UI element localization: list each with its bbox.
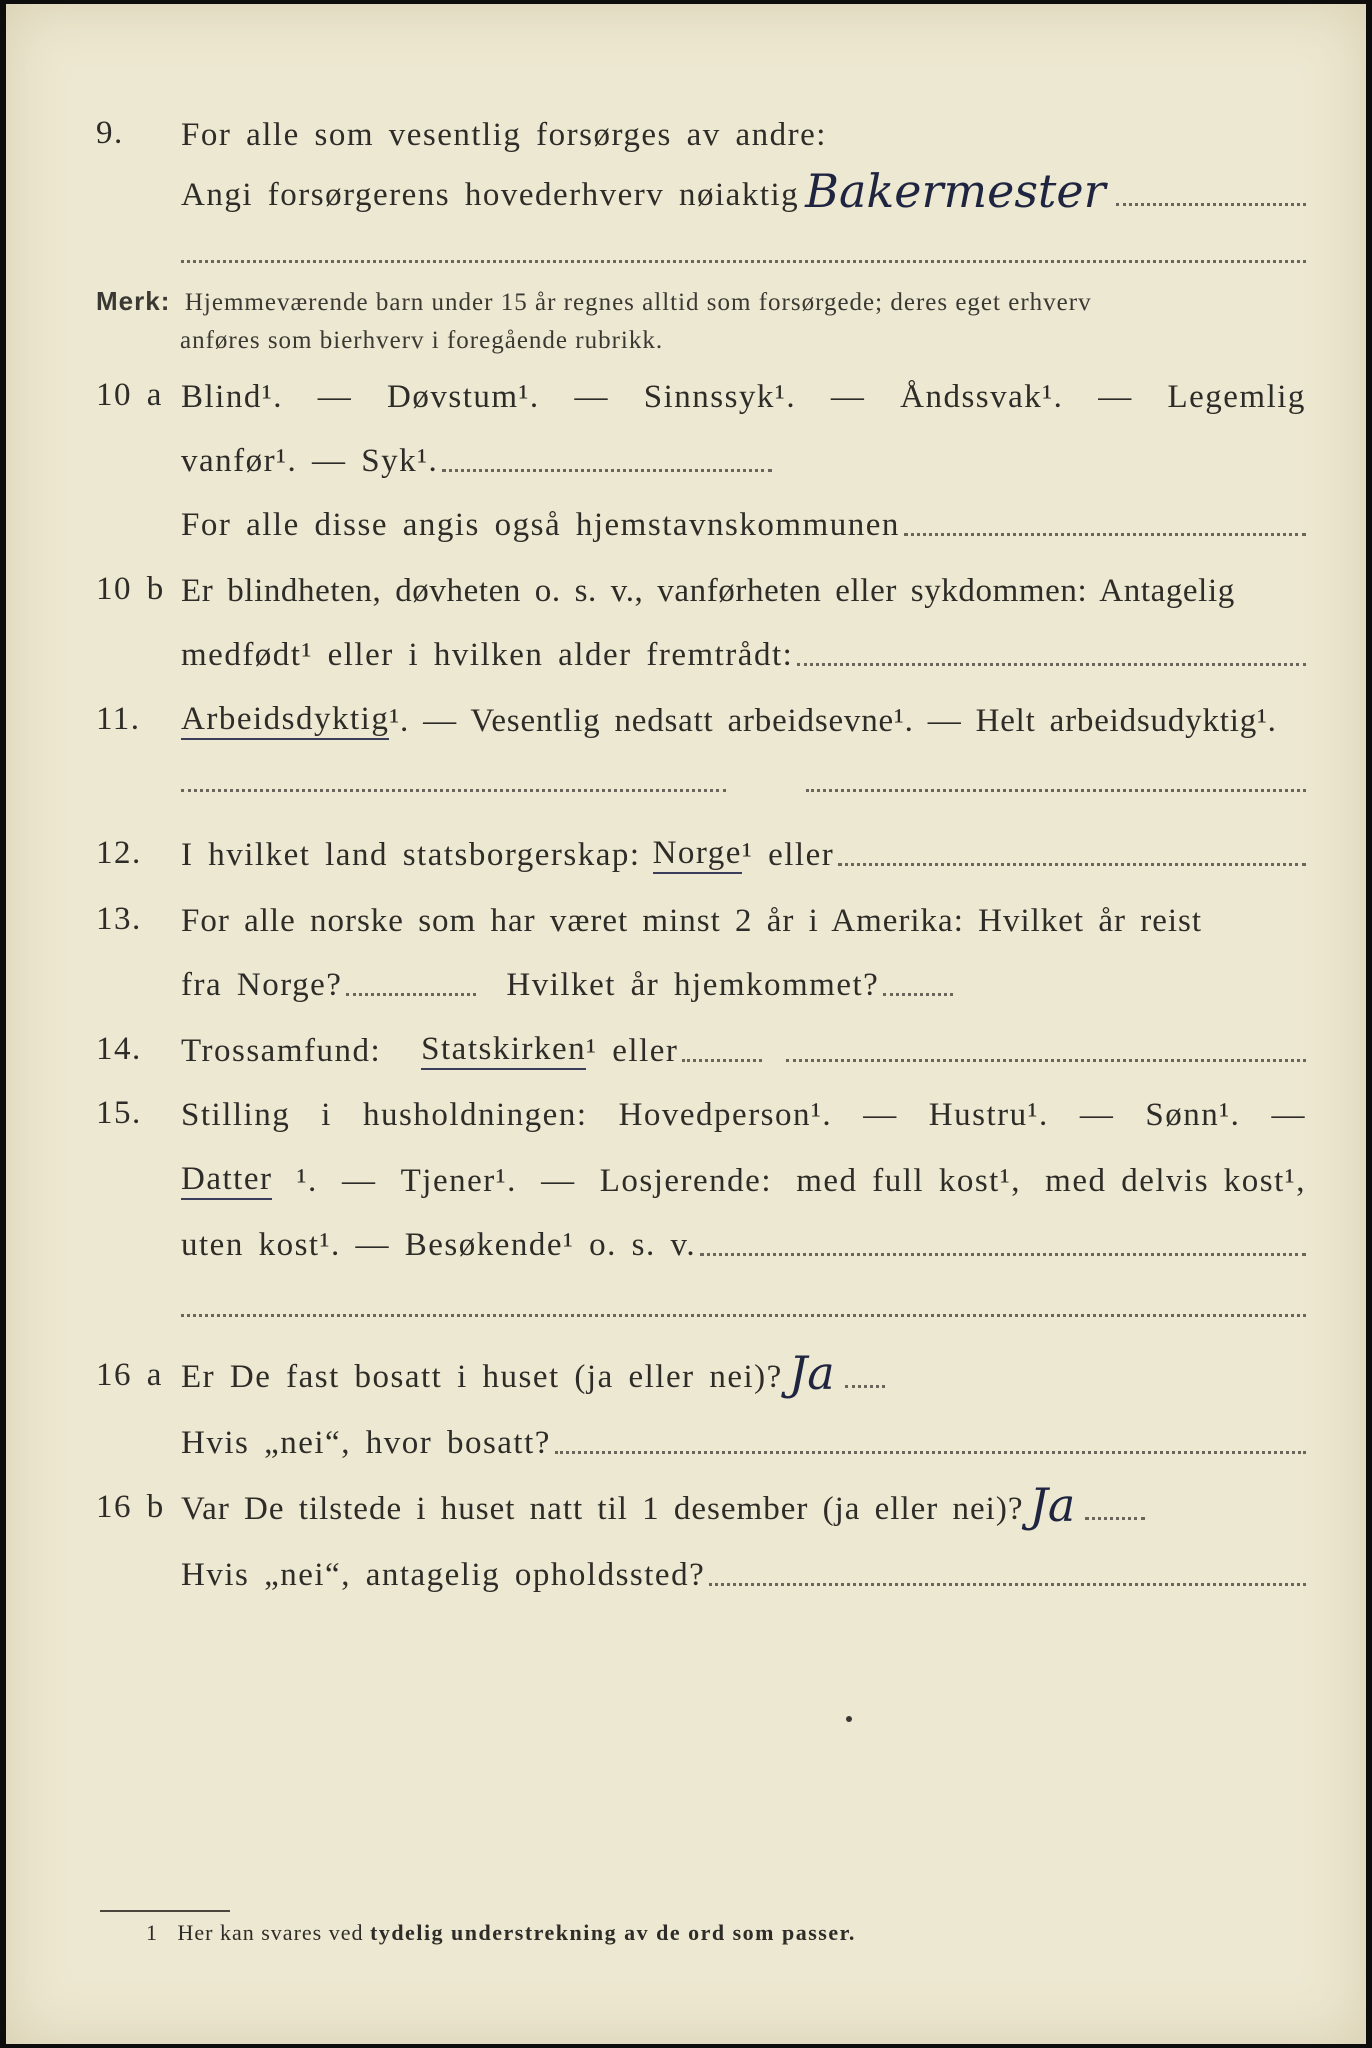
q12-answer-norge-underlined: Norge xyxy=(653,835,742,874)
q14-line xyxy=(96,1020,1306,1070)
q16a-question: Er De fast bosatt i huset (ja eller nei)? xyxy=(181,1359,783,1395)
q15-word: ¹. xyxy=(296,1163,318,1199)
q15-opt-datter-underlined: Datter xyxy=(181,1161,272,1200)
q13-line2 xyxy=(96,954,1306,1004)
q14-answer-line-2[interactable] xyxy=(786,1059,1306,1062)
dash: — xyxy=(317,379,353,415)
footnote-bold-text: tydelig understrekning av de ord som passer. xyxy=(370,1920,856,1945)
q16b-answer-handwritten: Ja xyxy=(1029,1478,1076,1532)
q9-answer-handwritten: Bakermester xyxy=(805,164,1106,218)
q16b-line2 xyxy=(96,1544,1306,1594)
footnote-rule xyxy=(100,1910,230,1912)
q15-word: husholdningen: xyxy=(363,1097,588,1133)
q15-opt-hovedperson: Hovedperson¹. xyxy=(618,1097,833,1133)
census-form-page xyxy=(6,4,1366,2044)
dash: — xyxy=(830,379,866,415)
q15-opt-tjener: Tjener¹. xyxy=(400,1163,517,1199)
q14-number: 14. xyxy=(96,1031,142,1067)
footnote-text: Her kan svares ved xyxy=(177,1920,364,1945)
q16a-answer-line[interactable] xyxy=(845,1385,885,1388)
q11-other-options: ¹. — Vesentlig nedsatt arbeidsevne¹. — Helt arbeidsudyktig¹. xyxy=(389,703,1277,739)
q9-number: 9. xyxy=(96,115,124,151)
q10a-hjemstavn-line[interactable] xyxy=(904,533,1306,536)
q16a-hvis-nei: Hvis „nei“, hvor bosatt? xyxy=(181,1425,551,1461)
q10b-number: 10 b xyxy=(96,571,165,607)
q9-extra-line[interactable] xyxy=(181,260,1306,263)
q15-opt-full-kost: med full kost¹, xyxy=(796,1163,1021,1199)
dash: — xyxy=(863,1097,898,1133)
dash: — xyxy=(1271,1097,1306,1133)
q10b-question: Er blindheten, døvheten o. s. v., vanførheten eller sykdommen: Antagelig xyxy=(181,573,1235,609)
q14-suffix: ¹ eller xyxy=(586,1033,679,1069)
q14-question: Trossamfund: xyxy=(181,1033,382,1069)
q16a-answer-handwritten: Ja xyxy=(788,1346,835,1400)
ink-dot xyxy=(846,1716,852,1722)
q16b-line1 xyxy=(96,1478,1306,1532)
q13-reist-line[interactable] xyxy=(346,993,476,996)
q15-opt-delvis-kost: med delvis kost¹, xyxy=(1045,1163,1306,1199)
q15-opt-losjerende: Losjerende: xyxy=(599,1163,773,1199)
q15-opt-sonn: Sønn¹. xyxy=(1145,1097,1241,1133)
q12-suffix: ¹ eller xyxy=(741,837,835,873)
q16b-answer-line[interactable] xyxy=(1085,1517,1145,1520)
q13-number: 13. xyxy=(96,901,142,937)
q15-answer-line[interactable] xyxy=(700,1253,1306,1256)
dash: — xyxy=(1098,379,1133,415)
q16a-hvis-nei-line[interactable] xyxy=(555,1451,1306,1454)
merk-note xyxy=(96,282,1306,360)
q10a-opt-sinnssyk: Sinnssyk¹. xyxy=(643,379,797,415)
dash: — xyxy=(1079,1097,1115,1133)
q11-extra-line-left[interactable] xyxy=(181,789,726,792)
q11-extra-line-right[interactable] xyxy=(806,789,1306,792)
q12-question: I hvilket land statsborgerskap: xyxy=(181,837,641,873)
q16b-number: 16 b xyxy=(96,1489,165,1525)
merk-label: Merk: xyxy=(96,286,171,316)
q10b-answer-line[interactable] xyxy=(797,663,1306,666)
q9-line2 xyxy=(96,164,1306,218)
q10a-opt-legemlig: Legemlig xyxy=(1167,379,1306,415)
q16a-line2 xyxy=(96,1412,1306,1462)
merk-line2: anføres som bierhverv i foregående rubrikk. xyxy=(180,327,664,354)
footnote xyxy=(146,1920,856,1946)
q10a-opt-blind: Blind¹. xyxy=(181,379,283,415)
q10a-answer-line[interactable] xyxy=(442,469,772,472)
q15-line2 xyxy=(96,1150,1306,1200)
q10a-opt-andssvak: Åndssvak¹. xyxy=(900,379,1064,415)
q10a-vanfor-syk: vanfør¹. — Syk¹. xyxy=(181,443,439,479)
q16b-question: Var De tilstede i huset natt til 1 desember (ja eller nei)? xyxy=(181,1491,1024,1527)
q12-answer-line[interactable] xyxy=(838,863,1306,866)
q10a-line1 xyxy=(96,366,1306,416)
dash: — xyxy=(341,1163,377,1199)
q13-hjemkommet-label: Hvilket år hjemkommet? xyxy=(506,967,880,1003)
q15-line1 xyxy=(96,1084,1306,1134)
q13-question: For alle norske som har været minst 2 år i Amerika: Hvilket år reist xyxy=(181,903,1203,939)
q10a-hjemstavn: For alle disse angis også hjemstavnskommunen xyxy=(181,507,900,543)
q10a-line2 xyxy=(96,430,1306,480)
q15-number: 15. xyxy=(96,1095,142,1131)
q16a-number: 16 a xyxy=(96,1357,163,1393)
q13-line1 xyxy=(96,890,1306,940)
dash: — xyxy=(574,379,609,415)
q9-question: Angi forsørgerens hovederhverv nøiaktig xyxy=(181,177,800,213)
q13-reist-label: fra Norge? xyxy=(181,967,343,1003)
q16b-hvis-nei-line[interactable] xyxy=(709,1583,1306,1586)
q9-line1 xyxy=(96,104,1306,154)
q10a-opt-dovstum: Døvstum¹. xyxy=(387,379,540,415)
q16a-line1 xyxy=(96,1346,1306,1400)
q9-prompt: For alle som vesentlig forsørges av andre: xyxy=(181,117,827,153)
q16b-hvis-nei: Hvis „nei“, antagelig opholdssted? xyxy=(181,1557,706,1593)
footnote-mark: 1 xyxy=(146,1920,158,1945)
q11-line xyxy=(96,690,1306,740)
q15-word: i xyxy=(321,1097,332,1133)
q10b-line2 xyxy=(96,624,1306,674)
dash: — xyxy=(541,1163,576,1199)
q10b-question2: medfødt¹ eller i hvilken alder fremtrådt: xyxy=(181,637,794,673)
q10b-line1 xyxy=(96,560,1306,610)
q11-number: 11. xyxy=(96,701,141,737)
q15-line3 xyxy=(96,1214,1306,1264)
q11-opt-arbeidsdyktig-underlined: Arbeidsdyktig xyxy=(181,701,389,740)
q13-hjemkommet-line[interactable] xyxy=(883,993,953,996)
q12-number: 12. xyxy=(96,835,142,871)
q10a-number: 10 a xyxy=(96,377,163,413)
q12-line xyxy=(96,824,1306,874)
merk-line1: Hjemmeværende barn under 15 år regnes alltid som forsørgede; deres eget erhverv xyxy=(184,289,1092,316)
q15-uten-kost-besokende: uten kost¹. — Besøkende¹ o. s. v. xyxy=(181,1227,697,1263)
q14-answer-statskirken-underlined: Statskirken xyxy=(421,1031,586,1070)
q15-extra-line[interactable] xyxy=(181,1314,1306,1317)
q10a-line3 xyxy=(96,494,1306,544)
q9-answer-line[interactable] xyxy=(1116,203,1306,206)
q15-word: Stilling xyxy=(181,1097,291,1133)
q15-opt-hustru: Hustru¹. xyxy=(928,1097,1049,1133)
q14-answer-line-1[interactable] xyxy=(682,1059,762,1062)
